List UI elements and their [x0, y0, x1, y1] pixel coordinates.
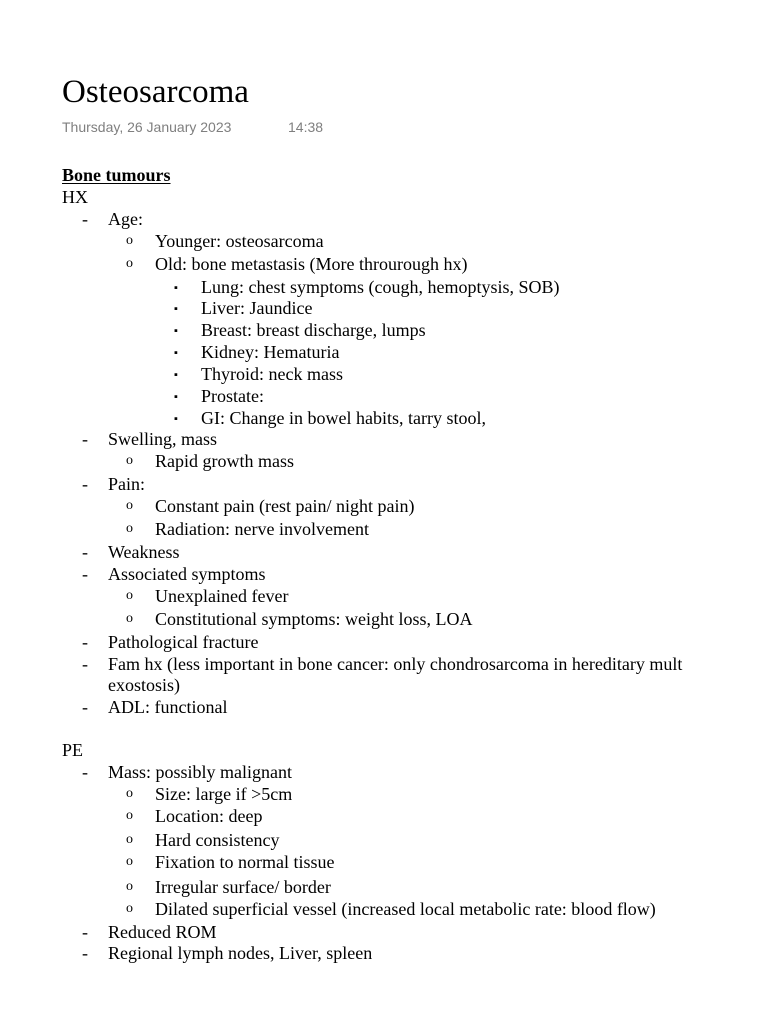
square-bullet-icon: ▪ — [174, 347, 178, 359]
list-item-text: Old: bone metastasis (More throurough hx) — [155, 254, 468, 274]
list-item-text: Younger: osteosarcoma — [155, 231, 324, 251]
list-item-text: Pain: — [108, 474, 146, 494]
dash-bullet-icon: - — [82, 922, 88, 942]
list-item-text: Swelling, mass — [108, 429, 218, 449]
dash-bullet-icon: - — [82, 762, 88, 782]
list-item-text: Liver: Jaundice — [201, 298, 313, 318]
square-bullet-icon: ▪ — [174, 413, 178, 425]
list-item-text: Pathological fracture — [108, 632, 259, 652]
list-item-text: Irregular surface/ border — [155, 877, 331, 897]
list-item-text: Regional lymph nodes, Liver, spleen — [108, 943, 373, 963]
dash-bullet-icon: - — [82, 209, 88, 229]
circle-bullet-icon: o — [126, 498, 133, 513]
dash-bullet-icon: - — [82, 564, 88, 584]
list-item-text: Dilated superficial vessel (increased local metabolic rate: blood flow) — [155, 899, 656, 919]
dash-bullet-icon: - — [82, 654, 88, 674]
list-item-text: Fixation to normal tissue — [155, 852, 335, 872]
list-item-text: Constitutional symptoms: weight loss, LOA — [155, 609, 473, 629]
circle-bullet-icon: o — [126, 611, 133, 626]
list-item-text: Prostate: — [201, 386, 264, 406]
square-bullet-icon: ▪ — [174, 303, 178, 315]
circle-bullet-icon: o — [126, 453, 133, 468]
circle-bullet-icon: o — [126, 588, 133, 603]
list-item-text: Age: — [108, 209, 143, 229]
list-item-text: exostosis) — [108, 675, 180, 695]
list-item-text: Weakness — [108, 542, 180, 562]
list-item-text: Reduced ROM — [108, 922, 217, 942]
circle-bullet-icon: o — [126, 832, 133, 847]
list-item-text: Location: deep — [155, 806, 263, 826]
list-item-text: Lung: chest symptoms (cough, hemoptysis, SOB) — [201, 277, 560, 297]
circle-bullet-icon: o — [126, 521, 133, 536]
list-item-text: Size: large if >5cm — [155, 784, 293, 804]
section-label-text: HX — [62, 187, 88, 207]
section-heading-text: Bone tumours — [62, 165, 171, 185]
circle-bullet-icon: o — [126, 808, 133, 823]
dash-bullet-icon: - — [82, 429, 88, 449]
square-bullet-icon: ▪ — [174, 325, 178, 337]
square-bullet-icon: ▪ — [174, 369, 178, 381]
list-item-text: GI: Change in bowel habits, tarry stool, — [201, 408, 486, 428]
list-item-text: ADL: functional — [108, 697, 228, 717]
square-bullet-icon: ▪ — [174, 282, 178, 294]
list-item-text: Constant pain (rest pain/ night pain) — [155, 496, 415, 516]
dash-bullet-icon: - — [82, 542, 88, 562]
circle-bullet-icon: o — [126, 879, 133, 894]
list-item-text: Radiation: nerve involvement — [155, 519, 369, 539]
circle-bullet-icon: o — [126, 233, 133, 248]
dash-bullet-icon: - — [82, 632, 88, 652]
list-item-text: Unexplained fever — [155, 586, 289, 606]
list-item-text: Fam hx (less important in bone cancer: only chondrosarcoma in hereditary mult — [108, 654, 683, 674]
page-date: Thursday, 26 January 2023 — [62, 119, 232, 135]
dash-bullet-icon: - — [82, 697, 88, 717]
circle-bullet-icon: o — [126, 854, 133, 869]
dash-bullet-icon: - — [82, 943, 88, 963]
circle-bullet-icon: o — [126, 901, 133, 916]
list-item-text: Kidney: Hematuria — [201, 342, 340, 362]
page-title: Osteosarcoma — [62, 74, 249, 110]
list-item-text: Mass: possibly malignant — [108, 762, 292, 782]
page-time: 14:38 — [288, 119, 324, 135]
list-item-text: Thyroid: neck mass — [201, 364, 343, 384]
list-item-text: Hard consistency — [155, 830, 280, 850]
dash-bullet-icon: - — [82, 474, 88, 494]
section-label-text: PE — [62, 740, 84, 760]
square-bullet-icon: ▪ — [174, 391, 178, 403]
list-item-text: Associated symptoms — [108, 564, 266, 584]
circle-bullet-icon: o — [126, 256, 133, 271]
list-item-text: Breast: breast discharge, lumps — [201, 320, 426, 340]
circle-bullet-icon: o — [126, 786, 133, 801]
list-item-text: Rapid growth mass — [155, 451, 294, 471]
